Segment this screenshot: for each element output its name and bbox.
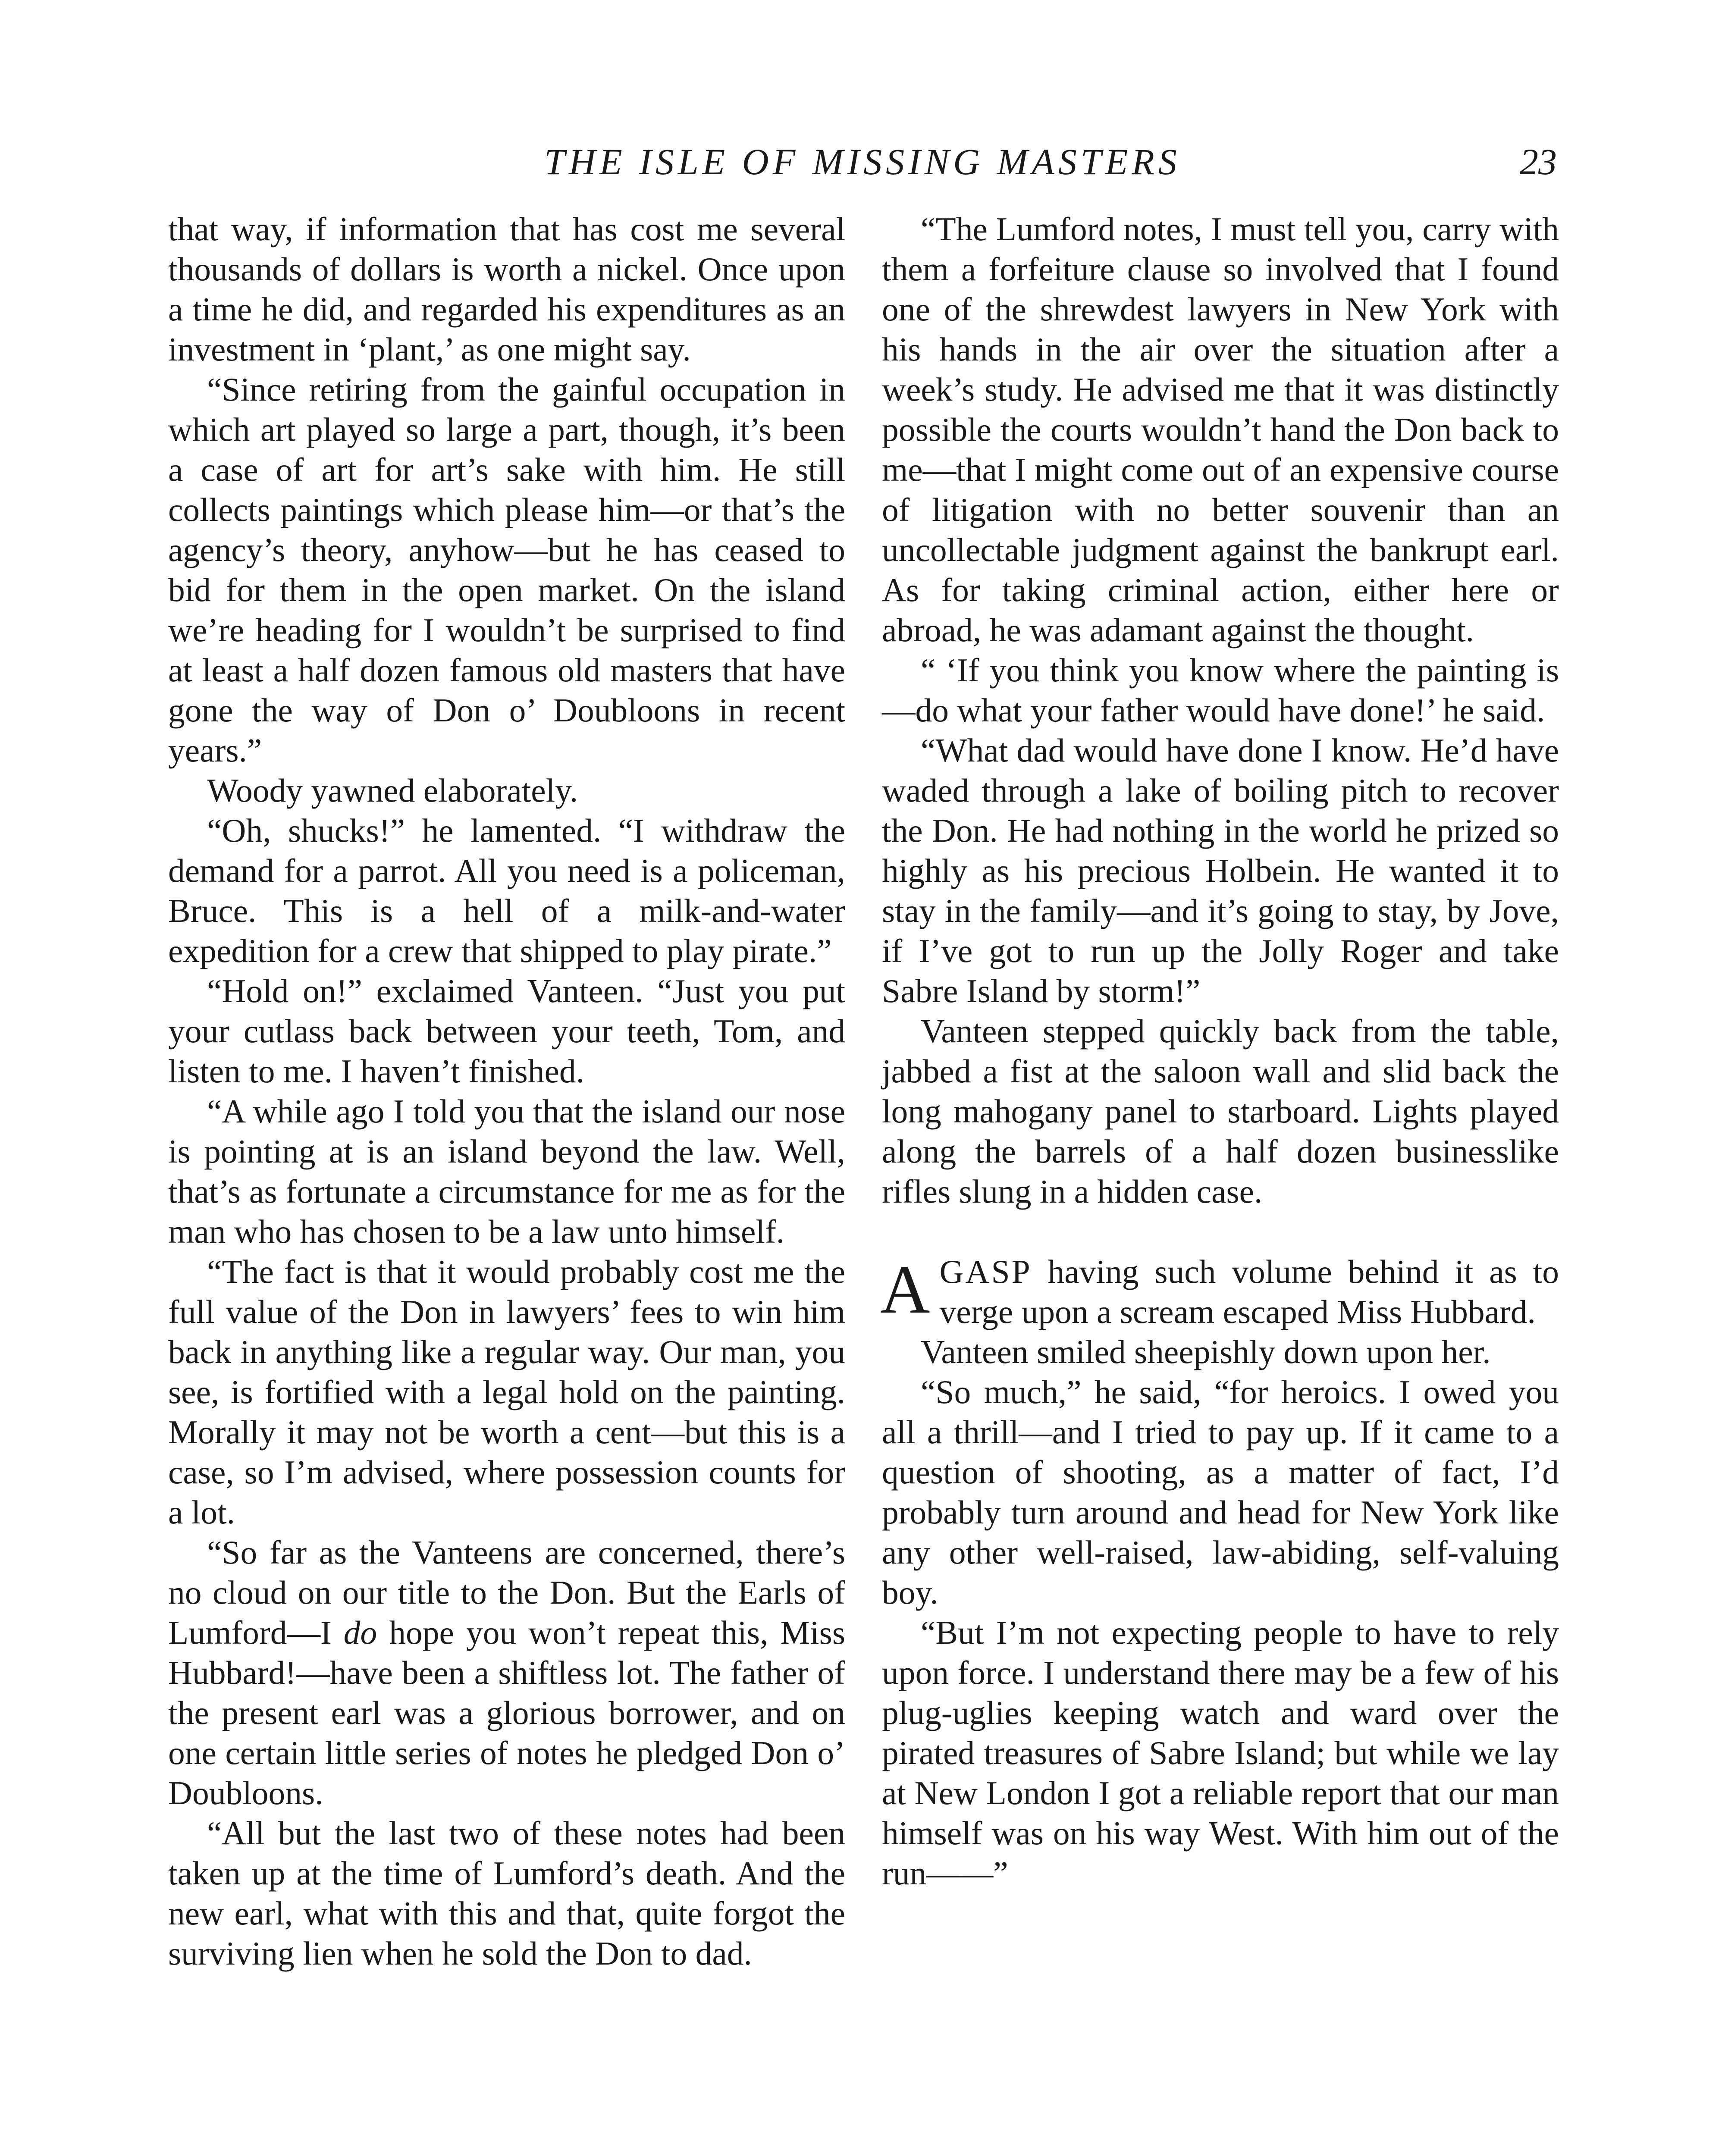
paragraph: “But I’m not expecting people to have to rely upon force. I understand there may be a few of his plug-uglies keeping watch and ward over the pirated treasures of Sabre Island; but while we lay at New London I got a reliable report that our man himself was on his way West. With him out of the run——”	[882, 1614, 1559, 1892]
paragraph: “What dad would have done I know. He’d have waded through a lake of boiling pitch to recover the Don. He had nothing in the world he prized so highly as his precious Holbein. He wanted it to stay in the family—and it’s going to stay, by Jove, if I’ve got to run up the Jolly Roger and take Sabre Island by storm!”	[882, 732, 1559, 1009]
paragraph-text: “So far as the Vanteens are concerned, there’s no cloud on our title to the Don. But the Earls of Lumford—I	[168, 1534, 845, 1651]
paragraph: Vanteen stepped quickly back from the table, jabbed a fist at the saloon wall and slid back the long mahogany panel to starboard. Lights played along the barrels of a half dozen businesslike rifles slung in a hidden case.	[882, 1012, 1559, 1210]
paragraph-text: hope you won’t repeat this, Miss Hubbard!—have been a shiftless lot. The father of the present earl was a glorious borrower, and on one certain little series of notes he pledged Don o’ Doubloons.	[168, 1614, 845, 1811]
paragraph: “ ‘If you think you know where the painting is—do what your father would have done!’ he said.	[882, 652, 1559, 729]
paragraph: Vanteen smiled sheepishly down upon her.	[921, 1333, 1491, 1370]
paragraph: Woody yawned elaborately.	[207, 772, 578, 809]
paragraph: “A while ago I told you that the island our nose is pointing at is an island beyond the law. Well, that’s as fortunate a circumstance for me as for the man who has chosen to be a law unto himself.	[168, 1093, 845, 1250]
paragraph: “Hold on!” exclaimed Vanteen. “Just you put your cutlass back between your teeth, Tom, and listen to me. I haven’t finished.	[168, 972, 845, 1090]
dropcap-paragraph	[882, 1252, 1559, 1332]
paragraph-text: having such volume behind it as to verge upon a scream escaped Miss Hubbard.	[939, 1253, 1559, 1330]
paragraph	[168, 1532, 845, 1813]
italic-emphasis: do	[343, 1614, 377, 1651]
paragraph: “All but the last two of these notes had been taken up at the time of Lumford’s death. And the new earl, what with this and that, quite forgot the surviving lien when he sold the Don to dad.	[168, 1814, 845, 1972]
drop-cap: A	[880, 1251, 930, 1328]
right-column	[882, 209, 1559, 1893]
section-break	[882, 1212, 1559, 1252]
page-header	[168, 134, 1557, 190]
paragraph: “The fact is that it would probably cost me the full value of the Don in lawyers’ fees to win him back in anything like a regular way. Our man, you see, is fortified with a legal hold on the painting. Morally it may not be worth a cent—but this is a case, so I’m advised, where possession counts for a lot.	[168, 1253, 845, 1531]
paragraph: “Since retiring from the gainful occupation in which art played so large a part, though, it’s been a case of art for art’s sake with him. He still collects paintings which please him—or that’s the agency’s theory, anyhow—but he has ceased to bid for them in the open market. On the island we’re heading for I wouldn’t be surprised to find at least a half dozen famous old masters that have gone the way of Don o’ Doubloons in recent years.”	[168, 371, 845, 769]
left-column	[168, 209, 845, 1974]
paragraph: “The Lumford notes, I must tell you, carry with them a forfeiture clause so involved that I found one of the shrewdest lawyers in New York with his hands in the air over the situation after a week’s study. He advised me that it was distinctly possible the courts wouldn’t hand the Don back to me—that I might come out of an expensive course of litigation with no better souvenir than an uncollectable judgment against the bankrupt earl. As for taking criminal action, either here or abroad, he was adamant against the thought.	[882, 210, 1559, 649]
paragraph: “Oh, shucks!” he lamented. “I withdraw the demand for a parrot. All you need is a policeman, Bruce. This is a hell of a milk-and-water expedition for a crew that shipped to play pirate.”	[168, 812, 845, 969]
paragraph: that way, if information that has cost me several thousands of dollars is worth a nickel. Once upon a time he did, and regarded his expenditures as an investment in ‘plant,’ as one might say.	[168, 210, 845, 368]
small-caps-lead: GASP	[939, 1253, 1032, 1290]
page-number: 23	[1520, 141, 1557, 182]
paragraph: “So much,” he said, “for heroics. I owed you all a thrill—and I tried to pay up. If it came to a question of shooting, as a matter of fact, I’d probably turn around and head for New York like any other well-raised, law-abiding, self-valuing boy.	[882, 1373, 1559, 1611]
running-title: THE ISLE OF MISSING MASTERS	[544, 141, 1181, 182]
